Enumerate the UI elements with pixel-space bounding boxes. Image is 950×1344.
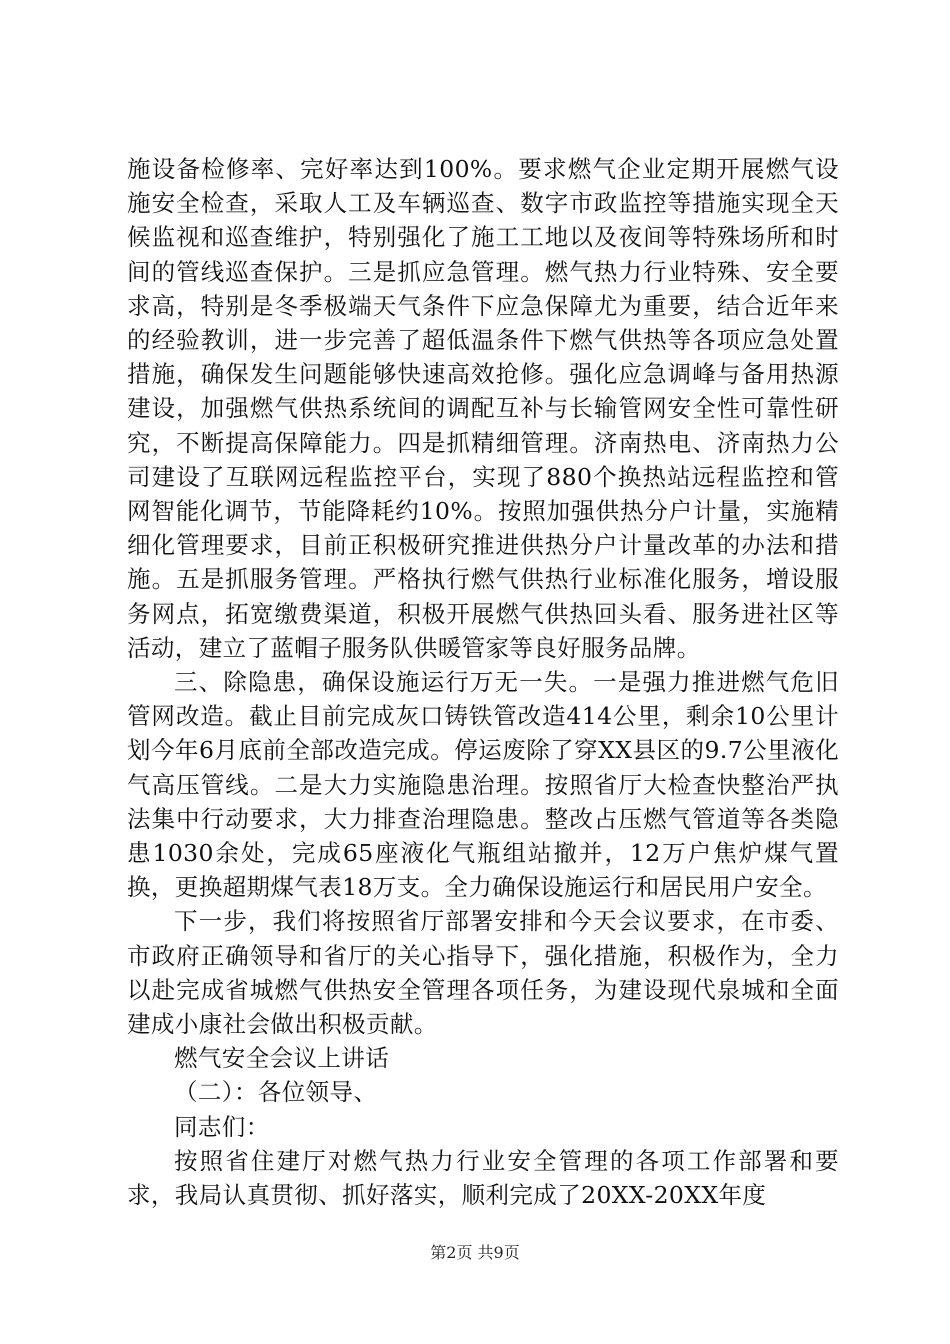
document-body (127, 152, 839, 1212)
paragraph-1: 施设备检修率、完好率达到100%。要求燃气企业定期开展燃气设施安全检查，采取人工及车辆巡查、数字市政监控等措施实现全天候监视和巡查维护，特别强化了施工工地以及夜间等特殊场所和时间的管线巡查保护。三是抓应急管理。燃气热力行业特殊、安全要求高，特别是冬季极端天气条件下应急保障尤为重要，结合近年来的经验教训，进一步完善了超低温条件下燃气供热等各项应急处置措施，确保发生问题能够快速高效抢修。强化应急调峰与备用热源建设，加强燃气供热系统间的调配互补与长输管网安全性可靠性研究，不断提高保障能力。四是抓精细管理。济南热电、济南热力公司建设了互联网远程监控平台，实现了880个换热站远程监控和管网智能化调节，节能降耗约10%。按照加强供热分户计量，实施精细化管理要求，目前正积极研究推进供热分户计量改革的办法和措施。五是抓服务管理。严格执行燃气供热行业标准化服务，增设服务网点，拓宽缴费渠道，积极开展燃气供热回头看、服务进社区等活动，建立了蓝帽子服务队供暖管家等良好服务品牌。 (127, 155, 839, 662)
page-number-footer: 第2页 共9页 (430, 1243, 520, 1262)
speech-title: 燃气安全会议上讲话 (174, 1044, 390, 1073)
salutation-comrades: 同志们： (174, 1112, 270, 1141)
paragraph-2: 三、除隐患，确保设施运行万无一失。一是强力推进燃气危旧管网改造。截止目前完成灰口铸铁管改造414公里，剩余10公里计划今年6月底前全部改造完成。停运废除了穿XX县区的9.7公里液化气高压管线。二是大力实施隐患治理。按照省厅大检查快整治严执法集中行动要求，大力排查治理隐患。整改占压燃气管道等各类隐患1030余处，完成65座液化气瓶组站撤并，12万户焦炉煤气置换，更换超期煤气表18万支。全力确保设施运行和居民用户安全。 (127, 668, 839, 902)
paragraph-3: 下一步，我们将按照省厅部署安排和今天会议要求，在市委、市政府正确领导和省厅的关心指导下，强化措施，积极作为，全力以赴完成省城燃气供热安全管理各项任务，为建设现代泉城和全面建成小康社会做出积极贡献。 (127, 907, 839, 1039)
salutation-leaders: （二）：各位领导、 (174, 1078, 378, 1107)
paragraph-7: 按照省住建厅对燃气热力行业安全管理的各项工作部署和要求，我局认真贯彻、抓好落实，顺利完成了20XX-20XX年度 (127, 1146, 839, 1210)
